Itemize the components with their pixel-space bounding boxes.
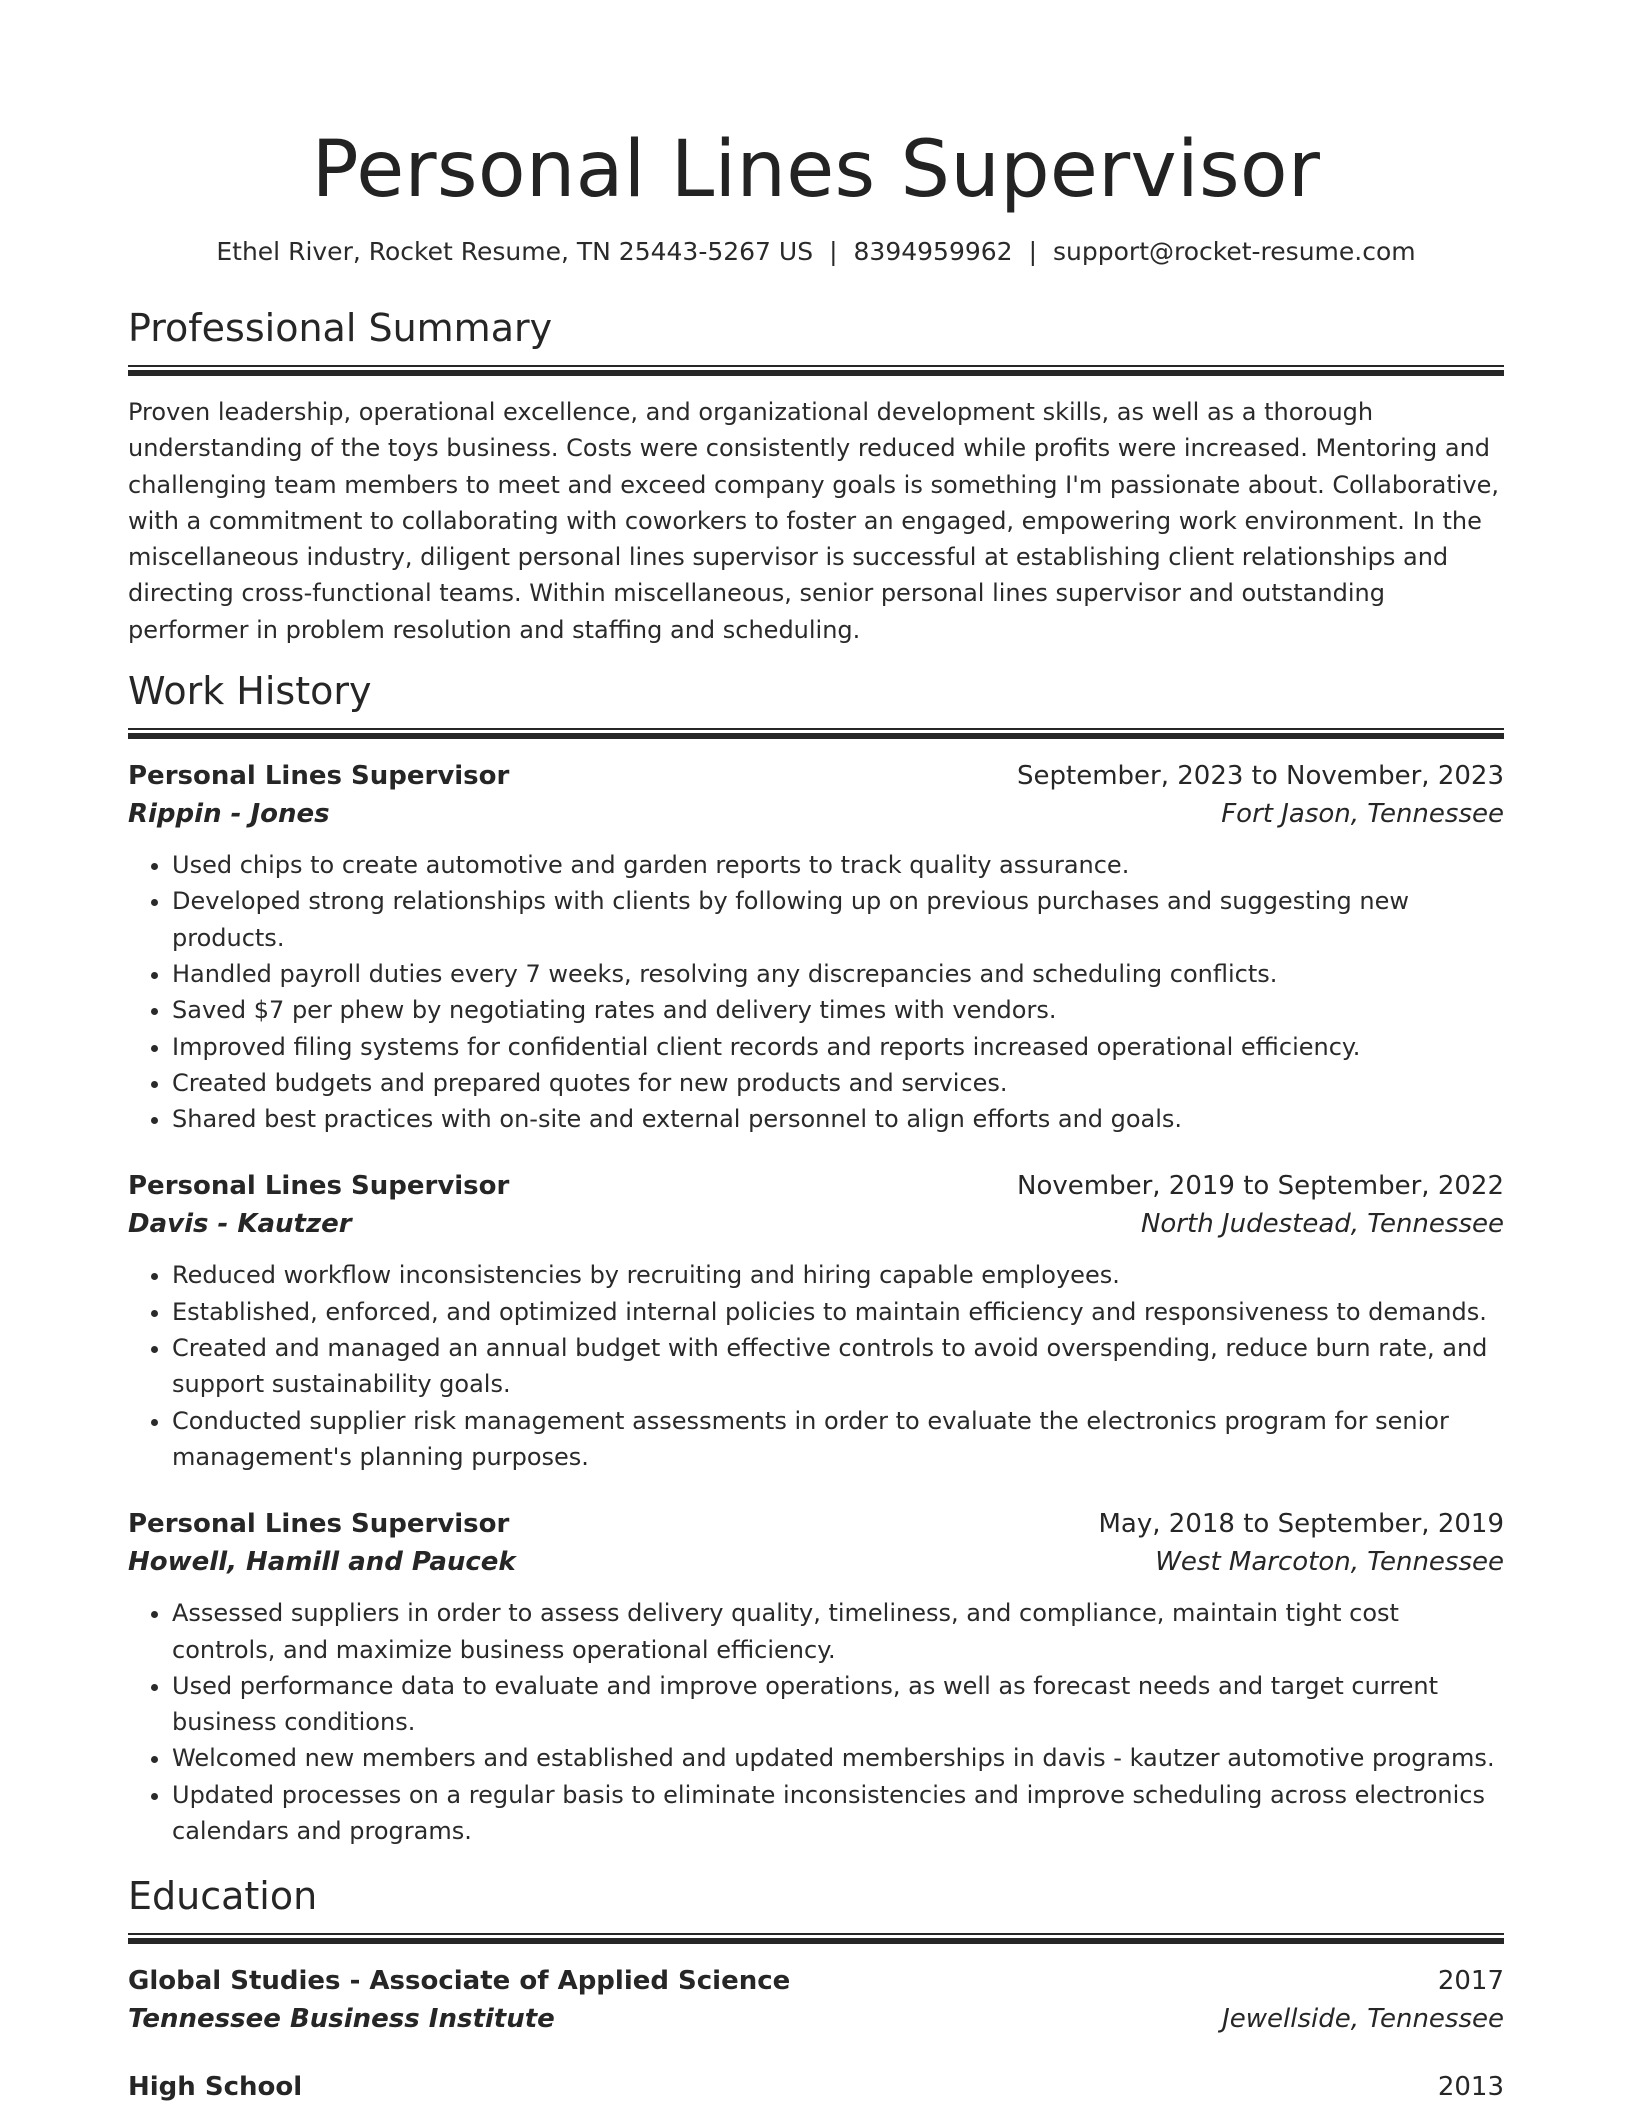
job-company: Howell, Hamill and Paucek [128, 1547, 516, 1578]
section-divider [128, 728, 1504, 739]
job-dates: September, 2023 to November, 2023 [1017, 761, 1504, 792]
education-year: 2013 [1437, 2072, 1504, 2103]
job-bullet: • Welcomed new members and established and updated memberships in davis - kautzer automotive programs. [172, 1740, 1504, 1776]
job-company: Rippin - Jones [128, 799, 330, 830]
education-subheader-row [128, 2000, 1504, 2038]
job-bullet: • Used performance data to evaluate and improve operations, as well as forecast needs and target current business conditions. [172, 1668, 1504, 1741]
job-title: Personal Lines Supervisor [128, 1171, 510, 1202]
job-entry [128, 1167, 1504, 1475]
section-title: Professional Summary [128, 306, 553, 350]
job-bullet: • Updated processes on a regular basis to eliminate inconsistencies and improve scheduling across electronics calendars and programs. [172, 1777, 1504, 1850]
job-header-row [128, 1167, 1504, 1205]
job-bullet: • Used chips to create automotive and garden reports to track quality assurance. [172, 847, 1504, 883]
education-degree: High School [128, 2072, 303, 2103]
job-bullet: • Shared best practices with on-site and external personnel to align efforts and goals. [172, 1101, 1504, 1137]
job-bullet: • Created and managed an annual budget with effective controls to avoid overspending, reduce burn rate, and support sustainability goals. [172, 1330, 1504, 1403]
job-subheader-row [128, 795, 1504, 833]
section-title: Education [128, 1874, 318, 1919]
job-dates: November, 2019 to September, 2022 [1017, 1171, 1504, 1202]
education-section [128, 1871, 1504, 2106]
job-bullet-list [128, 847, 1504, 1137]
job-bullet-list [128, 1257, 1504, 1475]
section-title: Work History [128, 669, 372, 714]
education-header-row [128, 1962, 1504, 2000]
job-bullet: • Saved $7 per phew by negotiating rates and delivery times with vendors. [172, 992, 1504, 1028]
job-subheader-row [128, 1205, 1504, 1243]
summary-text: Proven leadership, operational excellence, and organizational development skills, as well as a thorough understanding of the toys business. Costs were consistently reduced while profits were increased. Mentoring and challenging team members to meet and exceed company goals is something I'm passionate about. Collaborative, with a commitment to collaborating with coworkers to foster an engaged, empowering work environment. In the miscellaneous industry, diligent personal lines supervisor is successful at establishing client relationships and directing cross-functional teams. Within miscellaneous, senior personal lines supervisor and outstanding performer in problem resolution and staffing and scheduling. [128, 398, 1500, 644]
job-location: North Judestead, Tennessee [1140, 1209, 1504, 1240]
education-entry [128, 1962, 1504, 2038]
professional-summary-section [128, 303, 1504, 648]
contact-separator: | [829, 237, 838, 266]
job-header-row [128, 1505, 1504, 1543]
job-location: West Marcoton, Tennessee [1155, 1547, 1504, 1578]
job-title: Personal Lines Supervisor [128, 1509, 510, 1540]
education-location: Jewellside, Tennessee [1222, 2004, 1504, 2035]
page-title: Personal Lines Supervisor [311, 125, 1321, 215]
job-dates: May, 2018 to September, 2019 [1098, 1509, 1504, 1540]
job-list [128, 757, 1504, 1849]
education-entry [128, 2068, 1504, 2106]
job-header-row [128, 757, 1504, 795]
education-header-row [128, 2068, 1504, 2106]
job-bullet: • Created budgets and prepared quotes for new products and services. [172, 1065, 1504, 1101]
job-bullet: • Reduced workflow inconsistencies by recruiting and hiring capable employees. [172, 1257, 1504, 1293]
job-bullet: • Handled payroll duties every 7 weeks, resolving any discrepancies and scheduling conflicts. [172, 956, 1504, 992]
section-divider [128, 1933, 1504, 1944]
job-bullet: • Developed strong relationships with clients by following up on previous purchases and suggesting new products. [172, 883, 1504, 956]
job-location: Fort Jason, Tennessee [1221, 799, 1504, 830]
job-entry [128, 1505, 1504, 1849]
contact-address: Ethel River, Rocket Resume, TN 25443-5267 US [216, 237, 814, 266]
job-bullet: • Established, enforced, and optimized internal policies to maintain efficiency and responsiveness to demands. [172, 1294, 1504, 1330]
education-year: 2017 [1437, 1966, 1504, 1997]
contact-separator: | [1028, 237, 1038, 266]
job-bullet: • Assessed suppliers in order to assess delivery quality, timeliness, and compliance, maintain tight cost controls, and maximize business operational efficiency. [172, 1595, 1504, 1668]
job-bullet: • Improved filing systems for confidential client records and reports increased operational efficiency. [172, 1029, 1504, 1065]
job-bullet: • Conducted supplier risk management assessments in order to evaluate the electronics program for senior management's planning purposes. [172, 1403, 1504, 1476]
education-list [128, 1962, 1504, 2106]
contact-line [128, 234, 1504, 270]
education-degree: Global Studies - Associate of Applied Science [128, 1966, 791, 1997]
job-title: Personal Lines Supervisor [128, 761, 510, 792]
job-bullet-list [128, 1595, 1504, 1849]
education-school: Tennessee Business Institute [128, 2004, 555, 2035]
job-subheader-row [128, 1543, 1504, 1581]
job-entry [128, 757, 1504, 1137]
work-history-section [128, 666, 1504, 1849]
section-divider [128, 365, 1504, 376]
contact-email[interactable]: support@rocket-resume.com [1053, 237, 1416, 266]
job-company: Davis - Kautzer [128, 1209, 352, 1240]
contact-phone: 8394959962 [853, 237, 1013, 266]
